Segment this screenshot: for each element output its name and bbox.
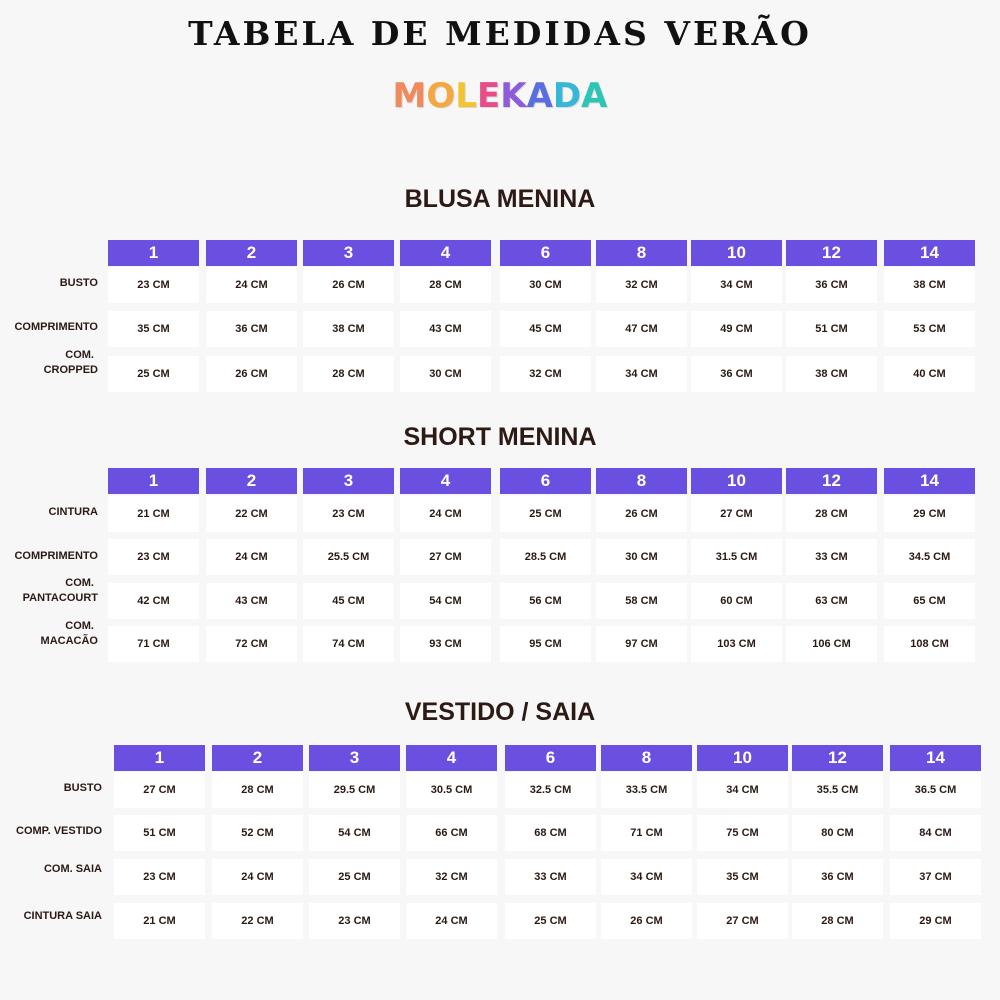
- table-cell: 51 CM: [786, 311, 877, 347]
- table-cell: 32.5 CM: [505, 772, 596, 808]
- size-header: 12: [786, 468, 877, 494]
- size-header: 2: [206, 468, 297, 494]
- table-cell: 21 CM: [114, 903, 205, 939]
- table-cell: 63 CM: [786, 583, 877, 619]
- table-cell: 21 CM: [108, 496, 199, 532]
- table-cell: 45 CM: [303, 583, 394, 619]
- size-header: 6: [500, 468, 591, 494]
- size-header: 2: [206, 240, 297, 266]
- table-cell: 26 CM: [303, 267, 394, 303]
- table-cell: 34.5 CM: [884, 539, 975, 575]
- logo-letter: A: [526, 76, 553, 116]
- logo-letter: K: [500, 76, 527, 116]
- brand-logo: [0, 76, 1000, 116]
- size-header: 4: [400, 240, 491, 266]
- logo-letter: A: [581, 76, 608, 116]
- table-cell: 71 CM: [601, 815, 692, 851]
- table-cell: 54 CM: [309, 815, 400, 851]
- table-cell: 25 CM: [108, 356, 199, 392]
- table-cell: 29 CM: [884, 496, 975, 532]
- size-header: 6: [500, 240, 591, 266]
- table-cell: 33.5 CM: [601, 772, 692, 808]
- row-label: BUSTO: [59, 277, 98, 289]
- table-cell: 30 CM: [500, 267, 591, 303]
- size-header: 14: [884, 468, 975, 494]
- size-header: 1: [108, 240, 199, 266]
- size-header: 14: [884, 240, 975, 266]
- table-cell: 35.5 CM: [792, 772, 883, 808]
- table-cell: 28.5 CM: [500, 539, 591, 575]
- table-cell: 71 CM: [108, 626, 199, 662]
- table-cell: 66 CM: [406, 815, 497, 851]
- table-cell: 28 CM: [792, 903, 883, 939]
- table-cell: 34 CM: [691, 267, 782, 303]
- table-cell: 31.5 CM: [691, 539, 782, 575]
- table-cell: 60 CM: [691, 583, 782, 619]
- table-cell: 25 CM: [309, 859, 400, 895]
- section-title: VESTIDO / SAIA: [404, 698, 596, 726]
- logo-letter: L: [455, 76, 477, 116]
- table-cell: 22 CM: [212, 903, 303, 939]
- table-cell: 84 CM: [890, 815, 981, 851]
- row-label: COM. MACACÃO: [40, 620, 98, 647]
- table-cell: 56 CM: [500, 583, 591, 619]
- size-header: 4: [406, 745, 497, 771]
- table-cell: 75 CM: [697, 815, 788, 851]
- table-cell: 37 CM: [890, 859, 981, 895]
- table-cell: 24 CM: [400, 496, 491, 532]
- table-cell: 38 CM: [884, 267, 975, 303]
- table-cell: 108 CM: [884, 626, 975, 662]
- table-cell: 35 CM: [108, 311, 199, 347]
- size-header: 12: [786, 240, 877, 266]
- size-header: 3: [303, 468, 394, 494]
- page-title: TABELA DE MEDIDAS VERÃO: [188, 14, 812, 53]
- table-cell: 42 CM: [108, 583, 199, 619]
- table-cell: 36 CM: [786, 267, 877, 303]
- table-cell: 26 CM: [206, 356, 297, 392]
- row-label: COM. PANTACOURT: [22, 577, 98, 604]
- size-header: 2: [212, 745, 303, 771]
- table-cell: 24 CM: [206, 539, 297, 575]
- table-cell: 30.5 CM: [406, 772, 497, 808]
- table-cell: 26 CM: [601, 903, 692, 939]
- size-header: 10: [691, 240, 782, 266]
- size-header: 4: [400, 468, 491, 494]
- table-cell: 33 CM: [505, 859, 596, 895]
- table-cell: 47 CM: [596, 311, 687, 347]
- table-cell: 30 CM: [596, 539, 687, 575]
- table-cell: 24 CM: [406, 903, 497, 939]
- table-cell: 68 CM: [505, 815, 596, 851]
- table-cell: 32 CM: [406, 859, 497, 895]
- table-cell: 27 CM: [400, 539, 491, 575]
- size-header: 14: [890, 745, 981, 771]
- row-label: COMP. VESTIDO: [16, 825, 102, 837]
- table-cell: 52 CM: [212, 815, 303, 851]
- table-cell: 58 CM: [596, 583, 687, 619]
- size-header: 1: [108, 468, 199, 494]
- table-cell: 25 CM: [500, 496, 591, 532]
- row-label: BUSTO: [63, 782, 102, 794]
- table-cell: 30 CM: [400, 356, 491, 392]
- table-cell: 27 CM: [114, 772, 205, 808]
- table-cell: 23 CM: [108, 267, 199, 303]
- table-cell: 74 CM: [303, 626, 394, 662]
- logo-letter: O: [426, 76, 456, 116]
- section-title: SHORT MENINA: [403, 423, 597, 451]
- table-cell: 28 CM: [786, 496, 877, 532]
- table-cell: 97 CM: [596, 626, 687, 662]
- table-cell: 35 CM: [697, 859, 788, 895]
- table-cell: 29 CM: [890, 903, 981, 939]
- table-cell: 32 CM: [596, 267, 687, 303]
- size-header: 8: [601, 745, 692, 771]
- size-header: 8: [596, 468, 687, 494]
- table-cell: 106 CM: [786, 626, 877, 662]
- size-header: 6: [505, 745, 596, 771]
- table-cell: 49 CM: [691, 311, 782, 347]
- row-label: COM. CROPPED: [43, 349, 98, 376]
- table-cell: 34 CM: [596, 356, 687, 392]
- table-cell: 25.5 CM: [303, 539, 394, 575]
- table-cell: 36 CM: [206, 311, 297, 347]
- table-cell: 45 CM: [500, 311, 591, 347]
- section-title: BLUSA MENINA: [404, 185, 596, 213]
- row-label: CINTURA SAIA: [23, 910, 102, 922]
- table-cell: 43 CM: [400, 311, 491, 347]
- table-cell: 43 CM: [206, 583, 297, 619]
- table-cell: 24 CM: [212, 859, 303, 895]
- table-cell: 23 CM: [114, 859, 205, 895]
- row-label: COMPRIMENTO: [14, 321, 98, 333]
- table-cell: 28 CM: [400, 267, 491, 303]
- size-header: 3: [303, 240, 394, 266]
- logo-letter: D: [552, 76, 582, 116]
- size-header: 3: [309, 745, 400, 771]
- table-cell: 38 CM: [786, 356, 877, 392]
- table-cell: 53 CM: [884, 311, 975, 347]
- table-cell: 26 CM: [596, 496, 687, 532]
- table-cell: 40 CM: [884, 356, 975, 392]
- table-cell: 25 CM: [505, 903, 596, 939]
- size-header: 12: [792, 745, 883, 771]
- row-label: COM. SAIA: [43, 863, 102, 875]
- logo-letter: E: [476, 76, 501, 116]
- table-cell: 29.5 CM: [309, 772, 400, 808]
- table-cell: 27 CM: [697, 903, 788, 939]
- table-cell: 23 CM: [309, 903, 400, 939]
- table-cell: 27 CM: [691, 496, 782, 532]
- table-cell: 28 CM: [303, 356, 394, 392]
- size-header: 10: [697, 745, 788, 771]
- table-cell: 22 CM: [206, 496, 297, 532]
- table-cell: 32 CM: [500, 356, 591, 392]
- table-cell: 38 CM: [303, 311, 394, 347]
- table-cell: 80 CM: [792, 815, 883, 851]
- table-cell: 33 CM: [786, 539, 877, 575]
- size-header: 10: [691, 468, 782, 494]
- table-cell: 23 CM: [108, 539, 199, 575]
- table-cell: 95 CM: [500, 626, 591, 662]
- table-cell: 103 CM: [691, 626, 782, 662]
- table-cell: 93 CM: [400, 626, 491, 662]
- table-cell: 34 CM: [697, 772, 788, 808]
- table-cell: 28 CM: [212, 772, 303, 808]
- table-cell: 36.5 CM: [890, 772, 981, 808]
- table-cell: 51 CM: [114, 815, 205, 851]
- table-cell: 24 CM: [206, 267, 297, 303]
- table-cell: 65 CM: [884, 583, 975, 619]
- row-label: CINTURA: [48, 506, 98, 518]
- size-header: 1: [114, 745, 205, 771]
- table-cell: 34 CM: [601, 859, 692, 895]
- row-label: COMPRIMENTO: [14, 550, 98, 562]
- size-header: 8: [596, 240, 687, 266]
- table-cell: 72 CM: [206, 626, 297, 662]
- table-cell: 36 CM: [691, 356, 782, 392]
- logo-letter: M: [392, 76, 427, 116]
- table-cell: 23 CM: [303, 496, 394, 532]
- table-cell: 36 CM: [792, 859, 883, 895]
- table-cell: 54 CM: [400, 583, 491, 619]
